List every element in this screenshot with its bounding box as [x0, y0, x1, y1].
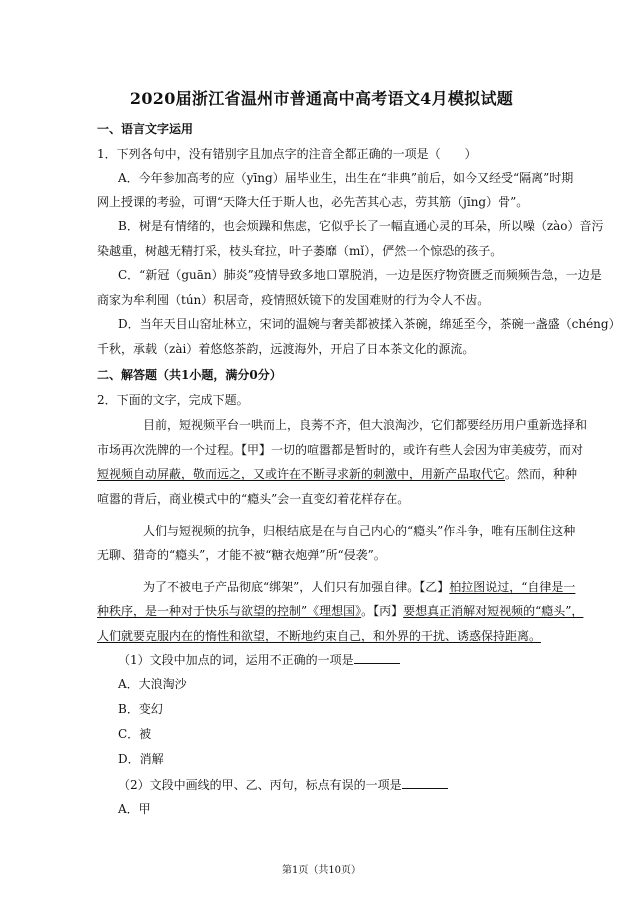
- page-title: 2020届浙江省温州市普通高中高考语文4月模拟试题: [129, 89, 514, 108]
- q1-option-b-line1: B．树是有情绪的，也会烦躁和焦虑，它似乎长了一幅直通心灵的耳朵，所以噪（zào）音污: [118, 219, 604, 233]
- sub-question-2-text: （2）文段中画线的甲、乙、丙句，标点有误的一项是: [118, 778, 402, 792]
- passage-text: 。【丙】: [361, 604, 404, 618]
- q1-option-c-line1: C．“新冠（guān）肺炎”疫情导致多地口罩脱消，一边是医疗物资匮乏而频频告急，一边是: [118, 268, 602, 282]
- answer-blank-2[interactable]: [402, 777, 448, 789]
- passage-text: 。然而，种种: [505, 467, 578, 481]
- section-heading-1: 一、语言文字运用: [97, 122, 194, 136]
- sentence-jia-start: 市场再次洗牌的一个过程。【甲】一切的喧嚣都是暂时的，或许有些人会因为审美疲劳，而对: [97, 443, 584, 457]
- sentence-jia-underlined: 短视频自动屏蔽，敬而远之，又或许在不断寻求新的刺激中，用新产品取代它: [97, 467, 506, 481]
- passage-p3-line3: 人们就要克服内在的惰性和欲望，不断地约束自己，和外界的干扰、诱惑保持距离。: [97, 629, 542, 643]
- sub2-option-a: A．甲: [118, 802, 151, 816]
- passage-p2-line1: 人们与短视频的抗争，归根结底是在与自己内心的“瘾头”作斗争，唯有压制住这种: [143, 524, 576, 538]
- q1-option-c-line2: 商家为牟利囤（tún）积居奇，疫情照妖镜下的发国难财的行为令人不齿。: [97, 293, 490, 307]
- q1-option-a-line2: 网上授课的考验，可谓“天降大任于斯人也，必先苦其心志，劳其筋（jīng）骨”。: [97, 195, 529, 209]
- passage-text: 为了不被电子产品彻底“绑架”，人们只有加强自律。【乙】: [143, 580, 450, 594]
- sentence-yi-underlined-cont: 种秩序，是一种对于快乐与欲望的控制”《理想国》: [97, 604, 362, 618]
- passage-p3-line2: [97, 604, 583, 618]
- sub1-option-b: B．变幻: [118, 702, 163, 716]
- sentence-bing-underlined: 要想真正消解对短视频的“瘾头”，: [403, 604, 584, 618]
- passage-p1-line2: [97, 443, 583, 457]
- passage-p1-line1: 目前，短视频平台一哄而上，良莠不齐，但大浪淘沙，它们都要经历用户重新选择和: [143, 418, 588, 432]
- question-2-stem: 2．下面的文字，完成下题。: [97, 393, 249, 407]
- sub1-option-a: A．大浪淘沙: [118, 677, 187, 691]
- passage-p1-line3: [97, 467, 577, 481]
- q1-option-d-line2: 千秋，承载（zài）着悠悠茶韵，远渡海外，开启了日本茶文化的源流。: [97, 342, 475, 356]
- sentence-yi-underlined: 柏拉图说过，“自律是一: [449, 580, 576, 594]
- q1-option-b-line2: 染越重，树越无精打采，枝头耷拉，叶子萎靡（mǐ），俨然一个惊恐的孩子。: [97, 244, 503, 258]
- sub-question-1-text: （1）文段中加点的词，运用不正确的一项是: [118, 653, 354, 667]
- passage-p2-line2: 无聊、猎奇的“瘾头”，才能不被“糖衣炮弹”所“侵袭”。: [97, 548, 386, 562]
- section-heading-2: 二、解答题（共1小题，满分0分）: [97, 368, 282, 382]
- page-footer: 第1页（共10页）: [281, 865, 362, 876]
- q1-option-a-line1: A．今年参加高考的应（yīng）届毕业生，出生在“非典”前后，如今又经受“隔离”时期: [118, 171, 574, 185]
- question-1-stem: 1．下列各句中，没有错别字且加点字的注音全都正确的一项是（ ）: [97, 147, 477, 161]
- sub-question-2: [118, 777, 448, 792]
- q1-option-d-line1: D．当年天目山窑址林立，宋词的温婉与奢美都被揉入茶碗，绵延至今，茶碗一盏盛（chéng）: [118, 317, 621, 331]
- passage-p1-line4: 喧嚣的背后，商业模式中的“瘾头”会一直变幻着花样存在。: [97, 492, 410, 506]
- sub1-option-d: D．消解: [118, 752, 164, 766]
- sub-question-1: [118, 652, 400, 667]
- passage-p3-line1: [143, 580, 575, 594]
- sub1-option-c: C．被: [118, 727, 152, 741]
- answer-blank-1[interactable]: [354, 652, 400, 664]
